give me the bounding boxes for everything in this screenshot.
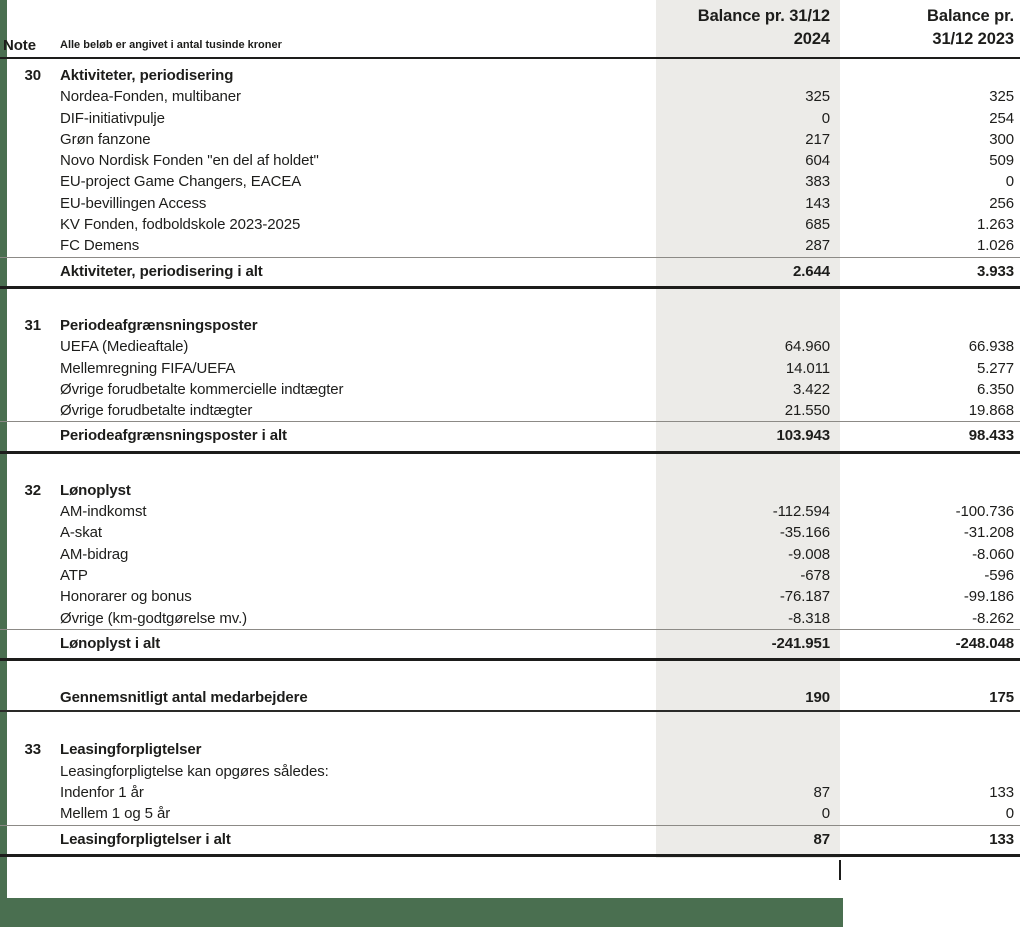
row-label: FC Demens [60, 237, 140, 255]
value-2023: -99.186 [963, 588, 1014, 606]
total-block [0, 629, 1020, 661]
value-2023: 98.433 [968, 427, 1014, 445]
value-2023: -8.060 [972, 545, 1014, 563]
table-row [0, 400, 1020, 421]
row-label: Honorarer og bonus [60, 588, 192, 606]
table-row [0, 522, 1020, 543]
value-2024: 64.960 [784, 338, 830, 356]
section-title-row [0, 480, 1020, 501]
table-row [0, 586, 1020, 607]
value-2023: 1.026 [976, 237, 1014, 255]
row-label: Mellem 1 og 5 år [60, 805, 171, 823]
note-number: 32 [24, 481, 41, 499]
value-2023: 254 [989, 109, 1014, 127]
row-label: KV Fonden, fodboldskole 2023-2025 [60, 216, 301, 234]
column-header-2024-line2: 2024 [793, 30, 830, 48]
value-2023: 300 [989, 130, 1014, 148]
note-number [0, 235, 41, 256]
value-2024: -9.008 [788, 545, 830, 563]
row-label: A-skat [60, 524, 102, 542]
total-label: Leasingforpligtelser i alt [60, 830, 231, 848]
note-number [0, 687, 41, 708]
row-label: AM-indkomst [60, 503, 147, 521]
row-label: EU-bevillingen Access [60, 194, 207, 212]
table-body [0, 65, 1020, 857]
note-number: 33 [24, 741, 41, 759]
row-label: Indenfor 1 år [60, 784, 144, 802]
note-number [0, 782, 41, 803]
value-2023: 19.868 [968, 402, 1014, 420]
table-row [0, 214, 1020, 235]
value-2023: 6.350 [976, 380, 1014, 398]
value-2023: 256 [989, 194, 1014, 212]
note-number [0, 633, 41, 654]
value-2024 [656, 480, 840, 501]
table-row [0, 544, 1020, 565]
value-2023 [840, 315, 1020, 336]
table-row [0, 86, 1020, 107]
section-title: Lønoplyst [60, 481, 131, 499]
table-row [0, 150, 1020, 171]
value-2024: -678 [800, 566, 830, 584]
note-number [0, 544, 41, 565]
value-2023 [840, 480, 1020, 501]
note-number: 31 [24, 316, 41, 334]
value-2023: 175 [989, 689, 1014, 707]
note-number [0, 193, 41, 214]
note-number [0, 379, 41, 400]
section-title: Aktiviteter, periodisering [60, 67, 234, 84]
value-2024: 14.011 [785, 359, 830, 377]
total-block [0, 421, 1020, 453]
value-2024: 0 [821, 805, 830, 823]
note-number [0, 608, 41, 629]
note-section [0, 65, 1020, 289]
note-number [0, 108, 41, 129]
value-2024: 604 [805, 152, 830, 170]
note-number [0, 501, 41, 522]
table-row [0, 129, 1020, 150]
value-2024: 0 [821, 109, 830, 127]
table-row [0, 608, 1020, 629]
column-header-2023-line1: Balance pr. [927, 7, 1014, 25]
note-number [0, 522, 41, 543]
total-block [0, 686, 1020, 712]
table-row [0, 761, 1020, 782]
table-row [0, 565, 1020, 586]
value-2023 [840, 739, 1020, 760]
row-label: Nordea-Fonden, multibaner [60, 88, 241, 106]
total-row [0, 829, 1020, 850]
value-2024: -76.187 [779, 588, 830, 606]
note-column-header: Note [3, 37, 36, 54]
row-label: Øvrige forudbetalte indtægter [60, 402, 253, 420]
value-2023: 133 [989, 830, 1014, 848]
row-label: Øvrige (km-godtgørelse mv.) [60, 609, 248, 627]
column-header-2023 [840, 5, 1014, 51]
section-title: Periodeafgrænsningsposter [60, 316, 258, 334]
value-2024: 685 [805, 216, 830, 234]
value-2023: 0 [1005, 173, 1014, 191]
total-label: Aktiviteter, periodisering i alt [60, 262, 263, 280]
value-2023: -100.736 [955, 503, 1014, 521]
row-label: Grøn fanzone [60, 130, 151, 148]
value-2024 [656, 761, 840, 782]
total-row [0, 425, 1020, 446]
value-2024: 103.943 [776, 427, 830, 445]
value-2023: 325 [989, 88, 1014, 106]
value-2023 [840, 65, 1020, 86]
value-2023: -8.262 [972, 609, 1014, 627]
table-row [0, 336, 1020, 357]
value-2023: 66.938 [968, 338, 1014, 356]
value-2024 [656, 315, 840, 336]
section-title-row [0, 65, 1020, 86]
total-label: Lønoplyst i alt [60, 634, 161, 652]
total-label: Periodeafgrænsningsposter i alt [60, 427, 287, 445]
value-2024: -35.166 [779, 524, 830, 542]
note-number [0, 86, 41, 107]
value-2024: 287 [805, 237, 830, 255]
value-2023: 509 [989, 152, 1014, 170]
column-header-2024 [656, 5, 830, 51]
note-number [0, 761, 41, 782]
value-2023: -31.208 [963, 524, 1014, 542]
note-section [0, 480, 1020, 661]
note-number [0, 150, 41, 171]
note-number [0, 261, 41, 282]
value-2024: 383 [805, 173, 830, 191]
row-label: ATP [60, 566, 88, 584]
value-2024: 143 [805, 194, 830, 212]
table-row [0, 108, 1020, 129]
total-row [0, 633, 1020, 654]
table-row [0, 501, 1020, 522]
value-2024: 325 [805, 88, 830, 106]
note-number [0, 129, 41, 150]
note-section [0, 686, 1020, 712]
value-2024: -241.951 [771, 634, 830, 652]
total-row [0, 687, 1020, 708]
value-2023: 0 [1005, 805, 1014, 823]
value-2024: 87 [813, 830, 830, 848]
note-number [0, 425, 41, 446]
value-2023: -248.048 [955, 634, 1014, 652]
note-section [0, 739, 1020, 856]
corner-box [839, 860, 1020, 880]
row-label: Novo Nordisk Fonden "en del af holdet" [60, 152, 319, 170]
value-2024 [656, 65, 840, 86]
note-number [0, 171, 41, 192]
table-row [0, 379, 1020, 400]
row-label: UEFA (Medieaftale) [60, 338, 189, 356]
value-2023: 5.277 [976, 359, 1014, 377]
value-2024: 217 [805, 130, 830, 148]
table-header [0, 0, 1020, 59]
total-label: Gennemsnitligt antal medarbejdere [60, 689, 308, 707]
note-number [0, 586, 41, 607]
value-2024: 190 [805, 689, 830, 707]
table-row [0, 193, 1020, 214]
total-block [0, 257, 1020, 289]
value-2024: 87 [813, 784, 830, 802]
section-title-row [0, 739, 1020, 760]
bottom-accent-bar [0, 898, 843, 927]
value-2024: -112.594 [772, 503, 830, 521]
value-2024: 3.422 [792, 380, 830, 398]
column-header-2024-line1: Balance pr. 31/12 [697, 7, 830, 25]
table-row [0, 358, 1020, 379]
value-2024 [656, 739, 840, 760]
value-2023: -596 [984, 566, 1014, 584]
note-number: 30 [24, 67, 41, 84]
value-2023: 3.933 [976, 262, 1014, 280]
value-2024: 21.550 [784, 402, 830, 420]
value-2023: 1.263 [976, 216, 1014, 234]
row-label: EU-project Game Changers, EACEA [60, 173, 302, 191]
table-row [0, 782, 1020, 803]
row-label: AM-bidrag [60, 545, 129, 563]
row-label: Øvrige forudbetalte kommercielle indtægter [60, 380, 344, 398]
section-title-row [0, 315, 1020, 336]
table-row [0, 235, 1020, 256]
note-number [0, 400, 41, 421]
value-2024: 2.644 [792, 262, 830, 280]
note-number [0, 829, 41, 850]
table-row [0, 803, 1020, 824]
column-header-2023-line2: 31/12 2023 [932, 30, 1014, 48]
note-number [0, 336, 41, 357]
value-2023: 133 [989, 784, 1014, 802]
value-2023 [840, 761, 1020, 782]
note-number [0, 803, 41, 824]
units-note: Alle beløb er angivet i antal tusinde kroner [60, 39, 282, 51]
total-block [0, 825, 1020, 857]
note-section [0, 315, 1020, 454]
row-label: DIF-initiativpulje [60, 109, 165, 127]
note-number [0, 358, 41, 379]
note-number [0, 214, 41, 235]
value-2024: -8.318 [788, 609, 830, 627]
section-title: Leasingforpligtelser [60, 741, 202, 759]
note-number [0, 565, 41, 586]
total-row [0, 261, 1020, 282]
table-row [0, 171, 1020, 192]
row-label: Leasingforpligtelse kan opgøres således: [60, 762, 329, 780]
row-label: Mellemregning FIFA/UEFA [60, 359, 236, 377]
